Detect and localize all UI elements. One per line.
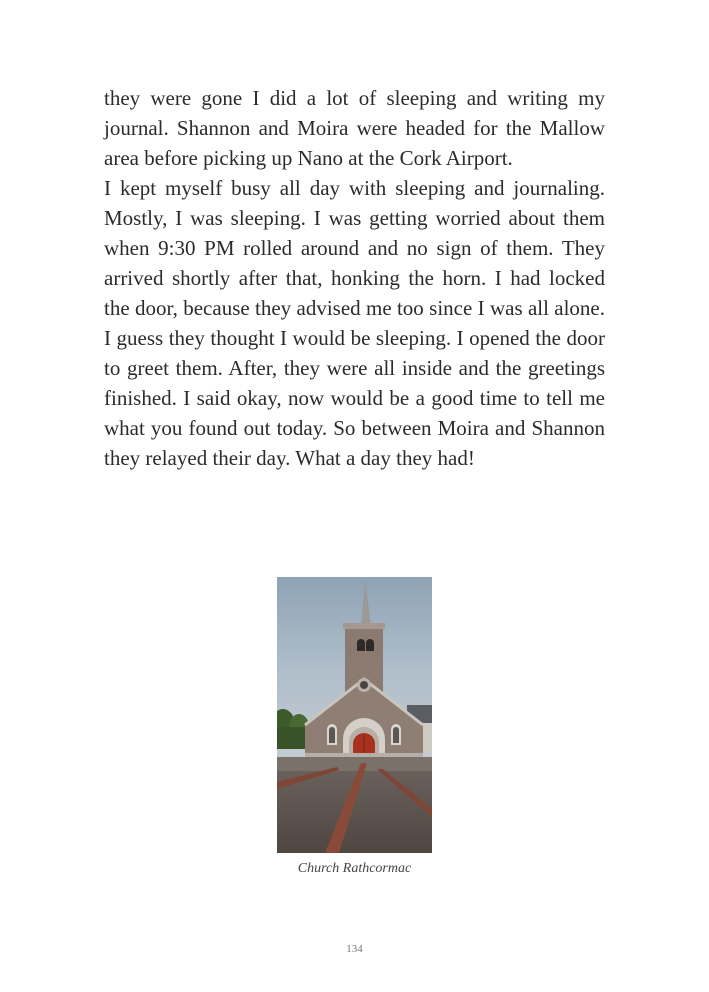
church-illustration xyxy=(277,577,432,853)
paragraph-2: I kept myself busy all day with sleeping and journaling. Mostly, I was sleeping. I was getting worried about them when 9:30 PM rolled around and no sign of them. They arrived shortly after that, honking the horn. I had locked the door, because they advised me too since I was all alone. I guess they thought I would be sleeping. I opened the door to greet them. After, they were all inside and the greetings finished. I said okay, now would be a good time to tell me what you found out today. So between Moira and Shannon they relayed their day. What a day they had! xyxy=(104,176,605,470)
church-photo xyxy=(277,577,432,853)
body-text xyxy=(104,83,605,473)
paragraph-1: they were gone I did a lot of sleeping and writing my journal. Shannon and Moira were headed for the Mallow area before picking up Nano at the Cork Airport. xyxy=(104,86,605,170)
figure-caption: Church Rathcormac xyxy=(297,861,412,876)
page-number: 134 xyxy=(346,943,363,955)
